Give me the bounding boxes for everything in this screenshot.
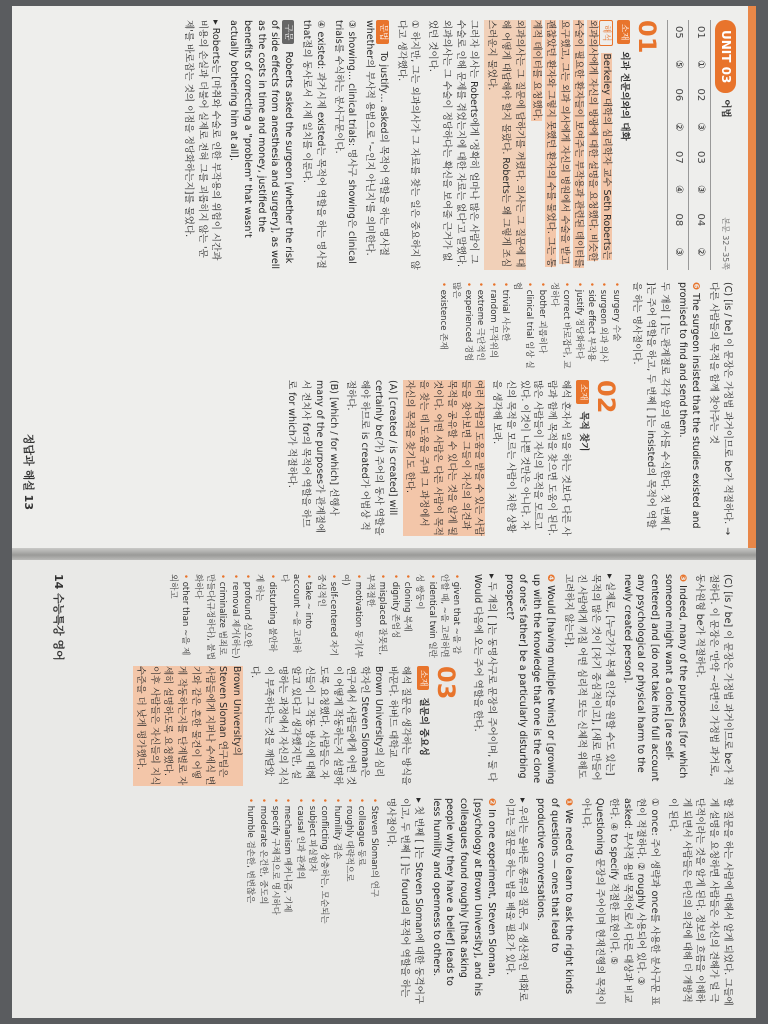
section-01-headline: 해석	[599, 20, 613, 46]
grammar-note-2: ③ showing… clinical trials: 명사구 showing은 clinical trials를 수식하는 분사구문이다.	[332, 20, 358, 264]
quote-block	[226, 20, 295, 270]
section-01-topic	[617, 20, 631, 270]
vocab-item: • random 무작위의	[486, 282, 498, 372]
page-14-col2-text-2: ① once: 주어 생략과 once를 사용한 분사구문 표현이 적절하다. ② roughly 사용되어 있다. ③ asked: 부사적 용법 목적어로서 다른 대상과 비교한다. ④ to specify 적절한 표현이다. ⑤ Questioning 문장의 주어이며 현재진행의 목적이 아니다.	[580, 798, 661, 1006]
vocab-item: • trivial 사소한	[499, 282, 511, 372]
answer-value: ②	[667, 117, 689, 146]
vocab-item: • identical twin 일란성 쌍둥이	[413, 574, 438, 660]
section-01-para-3: 그러자 의사는 Roberts에게 '정확히 얼마나 많은 사람이 그 수술로 인해 문제를 겪었는지에 대한 자료는 없다'고 말했다. 외과의사는 그 수술이 정당하다는 확신을 보여줄 근거가 없었던 것이다.	[427, 20, 480, 268]
section-03-para-1: 해석 질문은 생각하는 방식을 바꾼다. 하버드 대학교 Brown University의 심리학자인 Steven Sloman은 연구에서 사람들에게 어떤 것이 어떻게 작동하는지 설명하도록 요청했다. 사람들은 자신들이 그 작동 방식에 대해 알고 있다고 생각했지만, 설명하는 과정에서 자신의 지식이 부족하다는 것을 깨달았다.	[249, 666, 412, 786]
vocab-item: • other than ~을 제외하고	[167, 574, 192, 660]
answer-num: 08	[667, 208, 689, 242]
answer-num: 02	[689, 83, 711, 117]
page-14-quote-3-note: ▸ 우리는 올바른 종류의 질문, 즉 생산적인 대화로 이끄는 질문을 하는 법을 배울 필요가 있다.	[503, 798, 529, 1002]
vocab-item: • cloning 복제	[401, 574, 413, 660]
section-03-topic	[416, 666, 430, 786]
answer-value: ⑤	[667, 54, 689, 83]
vocab-item: • given that ~을 감안할 때, ~을 고려하면	[438, 574, 463, 660]
right-col-note: 두 개의 [ ]는 관계절로 각각 앞의 명사를 수식한다. 첫 번째 [ ]는 주어 역할을 하고, 두 번째 [ ]는 insisted의 목적어 역할을 하는 명사절이다.	[631, 282, 670, 532]
page-13	[12, 6, 756, 550]
page-14-col2-text: 할 질문을 하는 사람에 대해서 알게 되었다. 그들에게 설명을 요청하면 사람들은 자신의 견해가 덜 극단적이라는 것을 알게 된다. 정보의 흐름을 이해하게 되면서 사람들은 타인의 의견에 대해 더 개방적이 된다.	[666, 798, 733, 1006]
vocab-item: • experienced 경험 많은	[449, 282, 474, 372]
vocab-item: • justify 정당화하다	[572, 282, 584, 372]
vocab-item: • disturbing 불안하게 하는	[253, 574, 278, 660]
vocab-item: • surgery 수술	[609, 282, 621, 372]
answer-num: 03	[689, 145, 711, 179]
page-13-footer: 정답과 해설 13	[21, 433, 35, 510]
page-14-quote-1	[620, 574, 689, 786]
unit-number: 03	[719, 66, 733, 84]
page-14-quote-4-text: In one experiment, Steven Sloman, [psychology at Brown University], and his colleagues found roughly [that asking people why they have a belief] leads to less humility and openness to others.	[430, 798, 497, 997]
vocab-item: • misplaced 잘못된, 부적절한	[364, 574, 389, 660]
vocab-item: • extreme 극단적인	[474, 282, 486, 372]
vocab-item: • clinical trial 임상 실험	[511, 282, 536, 372]
section-01-vocab-list	[285, 282, 622, 372]
section-01-para-2: 외과의사는 그 질문에 답하기를 꺼렸다. 의사는 그 질문에 대해 어떻게 대답해야 할지 몰랐다. Roberts는 왜 그렇게 조심스러운지 물었다.	[484, 20, 525, 270]
section-03-para-2: Brown University의 Steven Sloman 연구팀은 사람들에게 지퍼나 수세식 변기와 같은 흔한 물건이 어떻게 작동하는지를 단계별로 자세히 설명하도록 요청했다. 이후 사람들은 자신들의 지식 수준을 더 낮게 평가했다.	[134, 666, 243, 786]
page-14-quote-4-note: ▸ 첫 번째 [ ]는 Steven Sloman에 대한 동격어구이고, 두 번째 [ ]는 found의 목적어 역할을 하는 명사절이다.	[385, 798, 424, 1004]
page-range-tag: 본문 32~35쪽	[721, 217, 731, 270]
section-03-number: 03	[432, 666, 461, 700]
section-02-label: 소재	[576, 380, 588, 404]
section-02-para-1: 해석 혼자서 일을 하는 것보다 다른 사람과 함께 목적을 찾으면 도움이 된다. 많은 사람들이 자신의 목적을 모르고 있다. 이것이 나쁜 것만은 아니다. 자신의 목적을 모르는 사람이 처한 상황을 생각해 보라.	[491, 380, 571, 536]
vocab-item: • surgeon 외과 의사	[597, 282, 609, 372]
page-14-footer: 14 수능특강 영어	[51, 574, 65, 661]
vocab-item: • moderate 온건한, 중도의	[257, 798, 269, 1006]
page-14-col1-lines: (C) [is / be] 이 문장은 가정법 과거이므로 be가 적절하다. 이 문장은 '만약 ~라면'의 가정법 과거로, 동사원형 be가 적절하다.	[694, 574, 733, 786]
page-14-quote-2-text: Would [having multiple twins] or [growing up with the knowledge that one is the clone of one's father] be a particularly disturbing prospect?	[503, 574, 556, 785]
grammar-note-1-text: To justify… asked의 목적어 역할을 하는 명사절 whether의 부사적 용법으로 '~인지 아닌지'를 의미한다.	[364, 20, 389, 256]
circle-number-icon: ❷	[485, 798, 497, 807]
vocab-item: • roughly 대략적으로	[343, 798, 355, 1006]
section-02-wrap	[281, 282, 626, 536]
answer-num: 06	[667, 83, 689, 117]
page-14-quote-4	[429, 798, 498, 1006]
vocab-item: • motivation 동기(부여)	[339, 574, 364, 660]
vocab-item: • causal 인과 관계의	[293, 798, 305, 1006]
quote-translation: ▸ Roberts는 [마취와 수술로 인한 부작용의 위험이 시간과 비용의 손실과 더불어 실제로 전혀 그를 괴롭히지 않는 '문제'를 바로잡는 것의 이점을 정당화하는지]를 물었다.	[182, 20, 222, 261]
page-14-column-2	[42, 798, 736, 1006]
answer-num: 04	[689, 208, 711, 242]
page-14-quote-2	[502, 574, 557, 786]
unit-title: 어법	[720, 99, 732, 118]
vocab-item: • colleague 동료	[355, 798, 367, 1006]
page-14-quote-1-note: ▸ 실제로, [누군가가 복제 인간을 원할 수도 있는] 목적의 많은 것이 [자기 중심적이고], [새로 만들어진 사람에게 끼칠 어떤 심리적 또는 신체적 위해도 고려하지 않는다].	[562, 574, 615, 781]
answer-value: ③	[689, 117, 711, 146]
page-14-quote-1-text: Indeed, many of the purposes [for which someone might want a clone] [are self-centered] and [do not take into full account any psychological or physical harm to the newly created person].	[621, 574, 688, 782]
section-01-label: 소재	[617, 20, 629, 44]
vocab-item: • profound 심오한	[241, 574, 253, 660]
right-col-quote-text: The surgeon insisted that the studies existed and promised to find and send them.	[676, 282, 702, 529]
section-02-number: 02	[591, 380, 620, 414]
vocab-item: • removal 제거(하는)	[228, 574, 240, 660]
answer-value: ②	[689, 242, 711, 271]
circle-number-icon: ❻	[690, 282, 702, 291]
vocab-item: • Steven Sloman의 연구	[367, 798, 379, 1006]
unit-header	[715, 20, 736, 270]
answer-num: 07	[667, 145, 689, 179]
section-02-vocab-list	[133, 574, 462, 660]
unit-label: UNIT	[719, 30, 733, 63]
section-03-label: 소재	[417, 666, 429, 690]
section-03-wrap	[129, 574, 466, 786]
section-02-topic-text: 목적 찾기	[577, 411, 589, 452]
vocab-item: • bother 괴롭히다	[535, 282, 547, 372]
page-top-bar	[748, 6, 756, 550]
section-01-topic-text: 외과 전문의와의 대화	[618, 51, 630, 141]
vocab-item: • subject 피실험자	[306, 798, 318, 1006]
page-14	[12, 560, 756, 1018]
answer-value: ④	[667, 179, 689, 208]
right-col-quote	[675, 282, 703, 536]
answer-num: 01	[689, 20, 711, 54]
quote-english: Roberts asked the surgeon [whether the risk of side effects from anesthesia and surgery], as well as the costs in time and money, justified the benefits of correcting a "problem" that wasn't actually bothering him at all].	[228, 20, 295, 270]
answer-value: ③	[689, 179, 711, 208]
section-02-body	[281, 380, 626, 536]
answer-table	[667, 20, 711, 270]
section-01-para-4: ① 하지만, 그는 외과의사가 그 자료를 찾는 일은 중요하지 않다고 생각했다.	[395, 20, 421, 270]
grammar-note-3: ④ existed: 과거시제 existed는 목적어 역할을 하는 명사절 that절의 동사로서 시제 일치를 이룬다.	[300, 20, 326, 269]
section-02-para-4: (B) [which / for which] 선행사 many of the purposes가 관계절에서 전치사 for의 목적어 역할을 하므로 for which가 적절하다.	[286, 380, 339, 533]
answer-value: ③	[667, 242, 689, 271]
section-02-para-3: (A) [created / is created] will certainly be(가) 주어의 동사 역할을 해야 하므로 is created가 어법상 적절하다.	[345, 380, 398, 536]
answer-num: 05	[667, 20, 689, 54]
vocab-item: • humble 겸손한, 변변찮은	[244, 798, 256, 1006]
section-01-para-1	[530, 20, 613, 270]
answer-value: ①	[689, 54, 711, 83]
section-01-number: 01	[632, 20, 661, 54]
section-02-topic	[576, 380, 590, 536]
section-01-text-1: Berkeley 대학의 심리학자 교수 Seth Roberts는 외과의사에게 자신의 방광에 대한 설명을 요청했다. 비슷한 수술이 필요한 환자들이 보여주는 부작용과 관련된 데이터를 요구했고, 그는 외과 의사에게 자신의 병원에서 수술을 받고 괜찮았던 환자와 그렇지 못했던 환자의 수를 물었다. 그는 통계적 데이터를 요청했다.	[531, 20, 612, 268]
right-col-top: (C) [is / be] 이 문장은 가정법 과거이므로 be가 적절하다. → 다른 사람들의 목적을 함께 찾아주는 것	[708, 282, 733, 536]
vocab-item: • dignity 존엄성	[388, 574, 400, 660]
vocab-item: • conflicting 상충하는, 모순되는	[318, 798, 330, 1006]
circle-number-icon: ❹	[544, 574, 556, 583]
grammar-label: 문법	[377, 20, 389, 44]
vocab-item: • criminalize 범죄로 만들다(규정하다), 불법화하다	[191, 574, 228, 660]
vocab-item: • take ~ into account ~을 고려하다	[278, 574, 315, 660]
page-14-quote-3-text: We need to learn to ask the right kinds of questions — ones that lead to productive conversations.	[535, 798, 574, 995]
grammar-note-1	[362, 20, 390, 270]
section-02-para-2: 여러 사람의 도움을 받을 수 있는 사람들을 찾아보면 그들이 자신의 의견과 목적을 공유할 수 있다는 것을 알게 될 것이다. 어떤 사람은 다른 사람이 목적을 찾는 데 도움을 주며 그 과정에서 자신의 목적을 찾기도 한다.	[404, 380, 485, 536]
vocab-item: • existence 존재	[437, 282, 449, 372]
vocab-item: • correct 바로잡다, 교정하다	[548, 282, 573, 372]
section-03-body	[129, 666, 466, 786]
page-14-column-1	[42, 574, 736, 786]
quote-label: 구문	[282, 20, 294, 44]
circle-number-icon: ❸	[676, 574, 688, 583]
vocab-item: • side effect 부작용	[585, 282, 597, 372]
page-13-column-1	[42, 20, 736, 270]
page-14-quote-2-note: ▸ 두 개의 [ ]는 동명사구로 문장의 주어이며, 둘 다 Would 다음에 오는 주어 역할을 한다.	[471, 574, 497, 782]
vocab-item: • humility 겸손	[330, 798, 342, 1006]
vocab-item: • self-centered 자기중심적인	[314, 574, 339, 660]
unit-badge	[715, 20, 736, 93]
section-03-vocab-list	[244, 798, 379, 1006]
vocab-item: • specify 구체적으로 명시하다	[269, 798, 281, 1006]
vocab-item: • mechanism 메커니즘, 기제	[281, 798, 293, 1006]
page-14-quote-3	[533, 798, 574, 1006]
page-13-column-2	[42, 282, 736, 536]
section-03-topic-text: 질문의 중요성	[418, 697, 430, 756]
circle-number-icon: ❶	[562, 798, 574, 807]
